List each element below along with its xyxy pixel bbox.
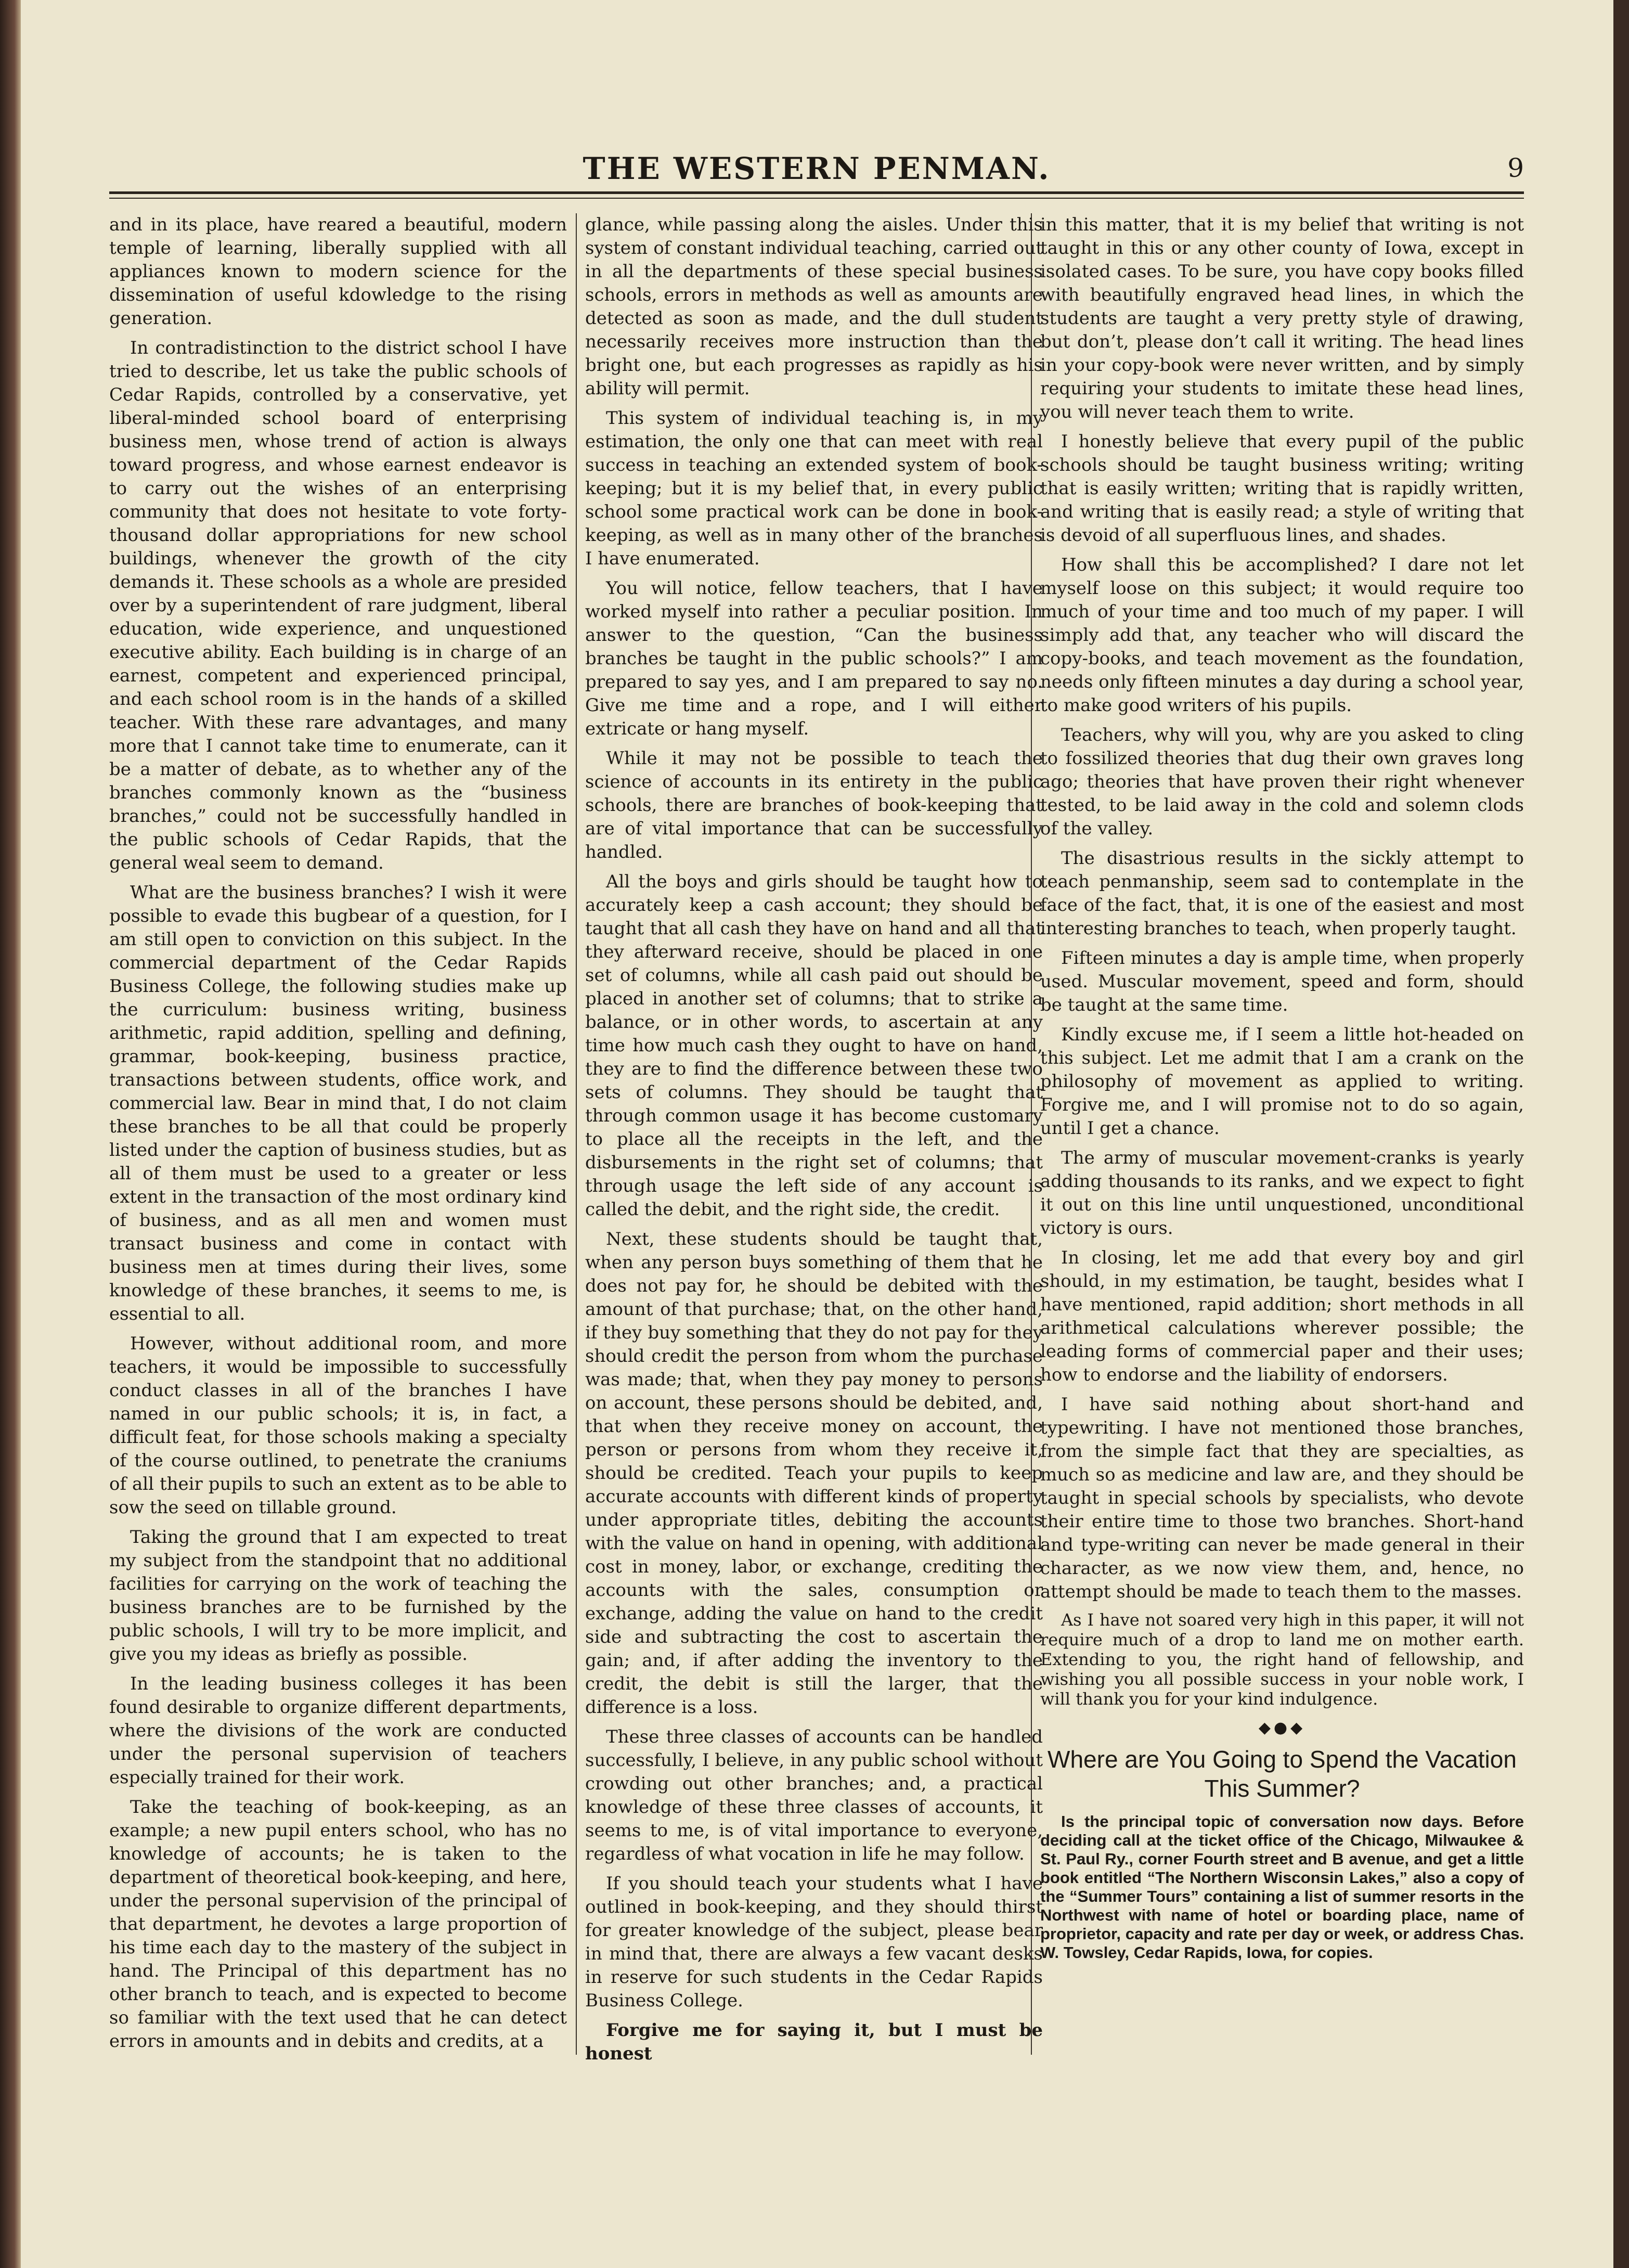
paragraph: Forgive me for saying it, but I must be honest [585,2020,1043,2064]
paragraph: and in its place, have reared a beautiful, modern temple of learning, liberally supplied with all appliances known to modern science for the dissemination of useful kdowledge to the rising generation. [109,214,567,329]
newspaper-page [21,0,1613,2268]
paragraph: This system of individual teaching is, in my estimation, the only one that can meet with real success in teaching an extended system of book-keeping; but it is my belief that, in every public school some practical work can be done in book-keeping, as well as in many other of the branches I have enumerated. [585,408,1043,569]
paragraph: I have said nothing about short-hand and typewriting. I have not mentioned those branches, from the simple fact that they are specialties, as much so as medicine and law are, and they should be taught in special schools by specialists, who devote their entire time to those two branches. Short-hand and type-writing can never be made general in their character, as we now view them, and, hence, no attempt should be made to teach them to the masses. [1040,1394,1524,1602]
paragraph: In closing, let me add that every boy and girl should, in my estimation, be taught, besides what I have mentioned, rapid addition; short methods in all arithmetical calculations wherever possible; the leading forms of commercial paper and their uses; how to endorse and the liability of endorsers. [1040,1247,1524,1385]
paragraph: You will notice, fellow teachers, that I have worked myself into rather a peculiar position. In answer to the question, “Can the business branches be taught in the public schools?” I am prepared to say yes, and I am prepared to say no. Give me time and a rope, and I will either extricate or hang myself. [585,578,1043,739]
column-2 [585,213,1043,2065]
paragraph: in this matter, that it is my belief that writing is not taught in this or any other county of Iowa, except in isolated cases. To be sure, you have copy books filled with beautifully engraved head lines, in which the students are taught a very pretty style of drawing, but don’t, please don’t call it writing. The head lines in your copy-book were never written, and by simply requiring your students to imitate these head lines, you will never teach them to write. [1040,214,1524,422]
paragraph: The disastrious results in the sickly attempt to teach penmanship, seem sad to contemplate in the face of the fact, that, it is one of the easiest and most interesting branches to teach, when properly taught. [1040,848,1524,939]
paragraph: While it may not be possible to teach the science of accounts in its entirety in the public schools, there are branches of book-keeping that are of vital importance that can be successfully handled. [585,748,1043,862]
paragraph: Taking the ground that I am expected to treat my subject from the standpoint that no additional facilities for carrying on the work of teaching the business branches are to be furnished by the public schools, I will try to be more implicit, and give you my ideas as briefly as possible. [109,1527,567,1665]
paragraph: What are the business branches? I wish it were possible to evade this bugbear of a question, for I am still open to conviction on this subject. In the commercial department of the Cedar Rapids Business College, the following studies make up the curriculum: business writing, business arithmetic, rapid addition, spelling and defining, grammar, book-keeping, business practice, transactions between students, office work, and commercial law. Bear in mind that, I do not claim these branches to be all that could be properly listed under the caption of business studies, but as all of them must be used to a greater or less extent in the transaction of the most ordinary kind of business, and as all men and women must transact business and come in contact with business men at times during their lives, some knowledge of these branches, it seems to me, is essential to all. [109,882,567,1324]
paragraph: The army of muscular movement-cranks is yearly adding thousands to its ranks, and we expect to fight it out on this line until unquestioned, unconditional victory is ours. [1040,1148,1524,1239]
column-3 [1040,213,1524,2065]
header-rule-thin [109,198,1524,199]
paragraph: How shall this be accomplished? I dare not let myself loose on this subject; it would require too much of your time and too much of my paper. I will simply add that, any teacher who will discard the copy-books, and teach movement as the foundation, needs only fifteen minutes a day during a school year, to make good writers of his pupils. [1040,555,1524,716]
publication-title: THE WESTERN PENMAN. [583,151,1051,186]
section-ornament: ◆●◆ [1258,1719,1306,1737]
paragraph: In the leading business colleges it has been found desirable to organize different departments, where the divisions of the work are conducted under the personal supervision of teachers especially trained for their work. [109,1673,567,1788]
paragraph: Teachers, why will you, why are you asked to cling to fossilized theories that dug their own graves long ago; theories that have proven their right whenever tested, to be laid away in the cold and solemn clods of the valley. [1040,725,1524,839]
paragraph: All the boys and girls should be taught how to accurately keep a cash account; they should be taught that all cash they have on hand and all that they afterward receive, should be placed in one set of columns, while all cash paid out should be placed in another set of columns; that to strike a balance, or in other words, to ascertain at any time how much cash they ought to have on hand, they are to find the difference between these two sets of columns. They should be taught that through common usage it has become customary to place all the receipts in the left, and the disbursements in the right set of columns; that through usage the left side of any account is called the debit, and the right side, the credit. [585,871,1043,1220]
paragraph: However, without additional room, and more teachers, it would be impossible to successfully conduct classes in all of the branches I have named in our public schools; it is, in fact, a difficult feat, for those schools making a specialty of the course outlined, to penetrate the craniums of all their pupils to such an extent as to be able to sow the seed on tillable ground. [109,1333,567,1518]
paragraph: These three classes of accounts can be handled successfully, I believe, in any public school without crowding out other branches; and, a practical knowledge of these three classes of accounts, it seems to me, is of vital importance to everyone, regardless of what vocation in life he may follow. [585,1726,1043,1864]
page-binding-edge [0,0,21,2268]
paragraph: Kindly excuse me, if I seem a little hot-headed on this subject. Let me admit that I am a crank on the philosophy of movement as applied to writing. Forgive me, and I will promise not to do so again, until I get a chance. [1040,1024,1524,1139]
paragraph: Take the teaching of book-keeping, as an example; a new pupil enters school, who has no knowledge of accounts; he is taken to the department of theoretical book-keeping, and here, under the personal supervision of the principal of that department, he devotes a large proportion of his time each day to the mastery of the subject in hand. The Principal of this department has no other branch to teach, and is expected to become so familiar with the text used that he can detect errors in amounts and in debits and credits, at a [109,1797,567,2052]
column-1 [109,213,567,2065]
header-rule [109,191,1524,194]
article-heading: Where are You Going to Spend the Vacation This Summer? [1048,1746,1517,1802]
paragraph: In contradistinction to the district school I have tried to describe, let us take the public schools of Cedar Rapids, controlled by a conservative, yet liberal-minded school board of enterprising business men, whose trend of action is always toward progress, and whose earnest endeavor is to carry out the wishes of an enterprising community that does not hesitate to vote forty-thousand dollar appropriations for new school buildings, whenever the growth of the city demands it. These schools as a whole are presided over by a superintendent of rare judgment, liberal education, wide experience, and unquestioned executive ability. Each building is in charge of an earnest, competent and experienced principal, and each school room is in the hands of a skilled teacher. With these rare advantages, and many more that I cannot take time to enumerate, can it be a matter of debate, as to whether any of the branches commonly known as the “business branches,” could not be successfully handled in the public schools of Cedar Rapids, that the general weal seem to demand. [109,338,567,873]
paragraph: Fifteen minutes a day is ample time, when properly used. Muscular movement, speed and form, should be taught at the same time. [1040,948,1524,1015]
paragraph: As I have not soared very high in this paper, it will not require much of a drop to land me on mother earth. Extending to you, the right hand of fellowship, and wishing you all possible success in your noble work, I will thank you for your kind indulgence. [1040,1610,1524,1709]
paragraph: glance, while passing along the aisles. Under this system of constant individual teaching, carried out in all the departments of these special business schools, errors in methods as well as amounts are detected as soon as made, and the dull student necessarily receives more instruction than the bright one, but each progresses as rapidly as his ability will permit. [585,214,1043,399]
page-header [109,146,1524,192]
advertisement-text: Is the principal topic of conversation now days. Before deciding call at the ticket office of the Chicago, Milwaukee & St. Paul Ry., corner Fourth street and B avenue, and get a little book entitled “The Northern Wisconsin Lakes,” also a copy of the “Summer Tours” containing a list of summer resorts in the Northwest with name of hotel or boarding place, name of proprietor, capacity and rate per day or week, or address Chas. W. Towsley, Cedar Rapids, Iowa, for copies. [1040,1812,1524,1962]
column-divider-1 [576,213,577,2055]
page-number: 9 [1507,153,1524,183]
paragraph: I honestly believe that every pupil of the public schools should be taught business writing; writing that is easily written; writing that is rapidly written, and writing that is easily read; a style of writing that is devoid of all superfluous lines, and shades. [1040,431,1524,546]
paragraph: If you should teach your students what I have outlined in book-keeping, and they should thirst for greater knowledge of the subject, please bear in mind that, there are always a few vacant desks in reserve for such students in the Cedar Rapids Business College. [585,1873,1043,2011]
paragraph: Next, these students should be taught that, when any person buys something of them that he does not pay for, he should be debited with the amount of that purchase; that, on the other hand, if they buy something that they do not pay for they should credit the person from whom the purchase was made; that, when they pay money to persons on account, these persons should be debited, and, that when they receive money on account, the person or persons from whom they receive it, should be credited. Teach your pupils to keep accurate accounts with different kinds of property under appropriate titles, debiting the accounts with the value on hand in opening, with additional cost in money, labor, or exchange, crediting the accounts with the sales, consumption or exchange, adding the value on hand to the credit side and subtracting the cost to ascertain the gain; and, if after adding the inventory to the credit, the debit is still the larger, that the difference is a loss. [585,1229,1043,1718]
